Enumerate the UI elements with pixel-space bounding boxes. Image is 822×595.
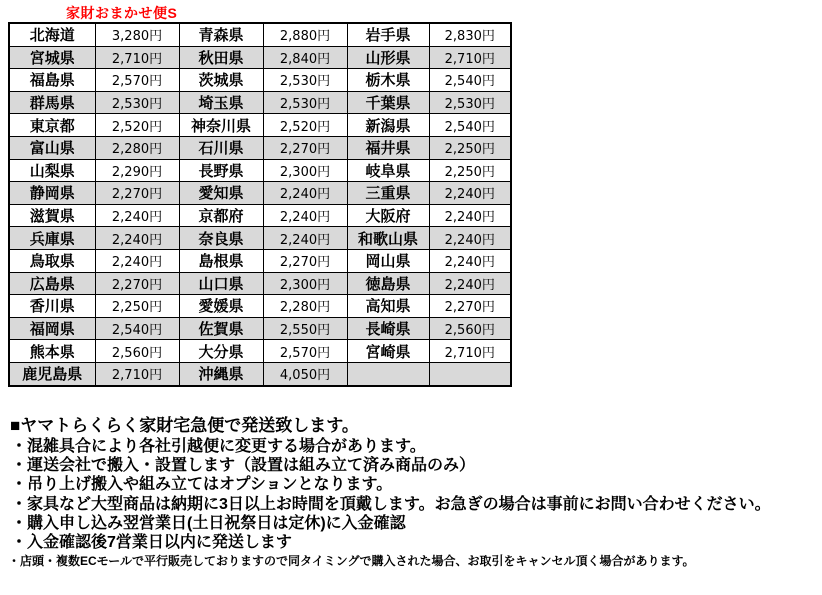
prefecture-cell: 佐賀県 xyxy=(179,317,263,340)
price-table-row xyxy=(9,114,511,137)
prefecture-cell: 和歌山県 xyxy=(347,227,429,250)
price-cell: 2,240円 xyxy=(429,249,511,272)
note-bullet-item: ・混雑具合により各社引越便に変更する場合があります。 xyxy=(11,438,426,455)
prefecture-cell: 長野県 xyxy=(179,159,263,182)
price-cell: 3,280円 xyxy=(95,23,179,46)
prefecture-cell: 福岡県 xyxy=(9,317,95,340)
prefecture-cell: 宮崎県 xyxy=(347,340,429,363)
price-cell: 2,290円 xyxy=(95,159,179,182)
note-bullet-item: ・吊り上げ搬入や組み立てはオプションとなります。 xyxy=(11,476,393,494)
price-cell: 4,050円 xyxy=(263,362,347,385)
prefecture-cell: 大阪府 xyxy=(347,204,429,227)
prefecture-cell: 高知県 xyxy=(347,295,429,318)
price-cell: 2,300円 xyxy=(263,272,347,295)
prefecture-cell: 宮城県 xyxy=(9,46,95,69)
notes-fine-print: ・店頭・複数ECモールで平行販売しておりますので同タイミングで購入された場合、お取引をキャンセル頂く場合があります。 xyxy=(8,554,695,568)
prefecture-cell: 石川県 xyxy=(179,136,263,159)
price-cell: 2,240円 xyxy=(429,272,511,295)
price-table-row xyxy=(9,227,511,250)
price-cell: 2,270円 xyxy=(95,182,179,205)
price-cell: 2,830円 xyxy=(429,23,511,46)
prefecture-cell: 静岡県 xyxy=(9,182,95,205)
note-bullet-item: ・入金確認後7営業日以内に発送します xyxy=(11,534,292,552)
prefecture-cell: 滋賀県 xyxy=(9,204,95,227)
price-cell: 2,240円 xyxy=(263,227,347,250)
prefecture-cell: 大分県 xyxy=(179,340,263,363)
note-bullet-item: ・購入申し込み翌営業日(土日祝祭日は定休)に入金確認 xyxy=(11,514,406,532)
prefecture-cell: 山梨県 xyxy=(9,159,95,182)
price-cell: 2,270円 xyxy=(263,249,347,272)
prefecture-cell: 福井県 xyxy=(347,136,429,159)
price-table-row xyxy=(9,91,511,114)
prefecture-cell: 秋田県 xyxy=(179,46,263,69)
prefecture-cell: 島根県 xyxy=(179,249,263,272)
price-cell: 2,240円 xyxy=(95,204,179,227)
price-cell: 2,540円 xyxy=(429,114,511,137)
price-cell: 2,240円 xyxy=(429,227,511,250)
price-cell: 2,530円 xyxy=(263,69,347,92)
price-cell xyxy=(429,362,511,385)
prefecture-cell: 長崎県 xyxy=(347,317,429,340)
price-cell: 2,240円 xyxy=(263,182,347,205)
price-cell: 2,240円 xyxy=(429,204,511,227)
price-cell: 2,560円 xyxy=(95,340,179,363)
price-cell: 2,270円 xyxy=(263,136,347,159)
price-table-row xyxy=(9,46,511,69)
prefecture-cell: 熊本県 xyxy=(9,340,95,363)
prefecture-cell: 富山県 xyxy=(9,136,95,159)
price-table-row xyxy=(9,272,511,295)
prefecture-cell: 千葉県 xyxy=(347,91,429,114)
prefecture-cell: 香川県 xyxy=(9,295,95,318)
price-table-row xyxy=(9,159,511,182)
price-cell: 2,250円 xyxy=(429,136,511,159)
price-table-row xyxy=(9,204,511,227)
prefecture-cell: 鹿児島県 xyxy=(9,362,95,385)
price-cell: 2,270円 xyxy=(429,295,511,318)
prefecture-cell: 徳島県 xyxy=(347,272,429,295)
price-cell: 2,280円 xyxy=(95,136,179,159)
prefecture-cell: 奈良県 xyxy=(179,227,263,250)
prefecture-cell: 三重県 xyxy=(347,182,429,205)
prefecture-cell: 埼玉県 xyxy=(179,91,263,114)
price-cell: 2,300円 xyxy=(263,159,347,182)
price-cell: 2,240円 xyxy=(263,204,347,227)
price-cell: 2,570円 xyxy=(95,69,179,92)
price-table-row xyxy=(9,249,511,272)
price-cell: 2,240円 xyxy=(95,249,179,272)
prefecture-cell: 広島県 xyxy=(9,272,95,295)
price-table-row xyxy=(9,23,511,46)
price-table-row xyxy=(9,340,511,363)
prefecture-cell: 兵庫県 xyxy=(9,227,95,250)
prefecture-cell: 神奈川県 xyxy=(179,114,263,137)
price-cell: 2,710円 xyxy=(95,362,179,385)
notes-heading: ■ヤマトらくらく家財宅急便で発送致します。 xyxy=(10,416,359,435)
price-table-row xyxy=(9,295,511,318)
price-cell: 2,880円 xyxy=(263,23,347,46)
price-cell: 2,520円 xyxy=(95,114,179,137)
prefecture-cell: 愛知県 xyxy=(179,182,263,205)
price-cell: 2,250円 xyxy=(429,159,511,182)
price-cell: 2,520円 xyxy=(263,114,347,137)
prefecture-cell: 鳥取県 xyxy=(9,249,95,272)
prefecture-cell: 岩手県 xyxy=(347,23,429,46)
prefecture-cell: 岐阜県 xyxy=(347,159,429,182)
prefecture-cell: 山形県 xyxy=(347,46,429,69)
price-cell: 2,560円 xyxy=(429,317,511,340)
price-cell: 2,530円 xyxy=(95,91,179,114)
prefecture-cell: 北海道 xyxy=(9,23,95,46)
price-cell: 2,240円 xyxy=(95,227,179,250)
prefecture-cell: 岡山県 xyxy=(347,249,429,272)
price-table-row xyxy=(9,182,511,205)
prefecture-cell: 新潟県 xyxy=(347,114,429,137)
price-table-row xyxy=(9,362,511,385)
note-bullet-item: ・運送会社で搬入・設置します（設置は組み立て済み商品のみ） xyxy=(11,457,476,475)
price-cell: 2,240円 xyxy=(429,182,511,205)
shipping-service-title: 家財おまかせ便S xyxy=(66,5,178,21)
price-cell: 2,250円 xyxy=(95,295,179,318)
price-cell: 2,710円 xyxy=(429,46,511,69)
notes-bullet-list xyxy=(11,437,771,552)
price-cell: 2,530円 xyxy=(263,91,347,114)
prefecture-cell: 東京都 xyxy=(9,114,95,137)
prefecture-cell: 沖縄県 xyxy=(179,362,263,385)
price-cell: 2,840円 xyxy=(263,46,347,69)
price-cell: 2,530円 xyxy=(429,91,511,114)
price-cell: 2,710円 xyxy=(429,340,511,363)
prefecture-cell: 山口県 xyxy=(179,272,263,295)
price-cell: 2,540円 xyxy=(429,69,511,92)
price-table-row xyxy=(9,317,511,340)
price-cell: 2,540円 xyxy=(95,317,179,340)
note-bullet-item: ・家具など大型商品は納期に3日以上お時間を頂戴します。お急ぎの場合は事前にお問い合わせください。 xyxy=(11,495,771,513)
prefecture-cell: 福島県 xyxy=(9,69,95,92)
price-cell: 2,270円 xyxy=(95,272,179,295)
price-cell: 2,570円 xyxy=(263,340,347,363)
price-table-row xyxy=(9,136,511,159)
price-cell: 2,550円 xyxy=(263,317,347,340)
prefecture-cell: 愛媛県 xyxy=(179,295,263,318)
prefecture-cell xyxy=(347,362,429,385)
prefecture-cell: 栃木県 xyxy=(347,69,429,92)
price-cell: 2,710円 xyxy=(95,46,179,69)
prefecture-cell: 青森県 xyxy=(179,23,263,46)
price-cell: 2,280円 xyxy=(263,295,347,318)
prefecture-cell: 茨城県 xyxy=(179,69,263,92)
prefecture-cell: 京都府 xyxy=(179,204,263,227)
prefecture-shipping-price-table xyxy=(8,22,512,387)
price-table-row xyxy=(9,69,511,92)
prefecture-cell: 群馬県 xyxy=(9,91,95,114)
